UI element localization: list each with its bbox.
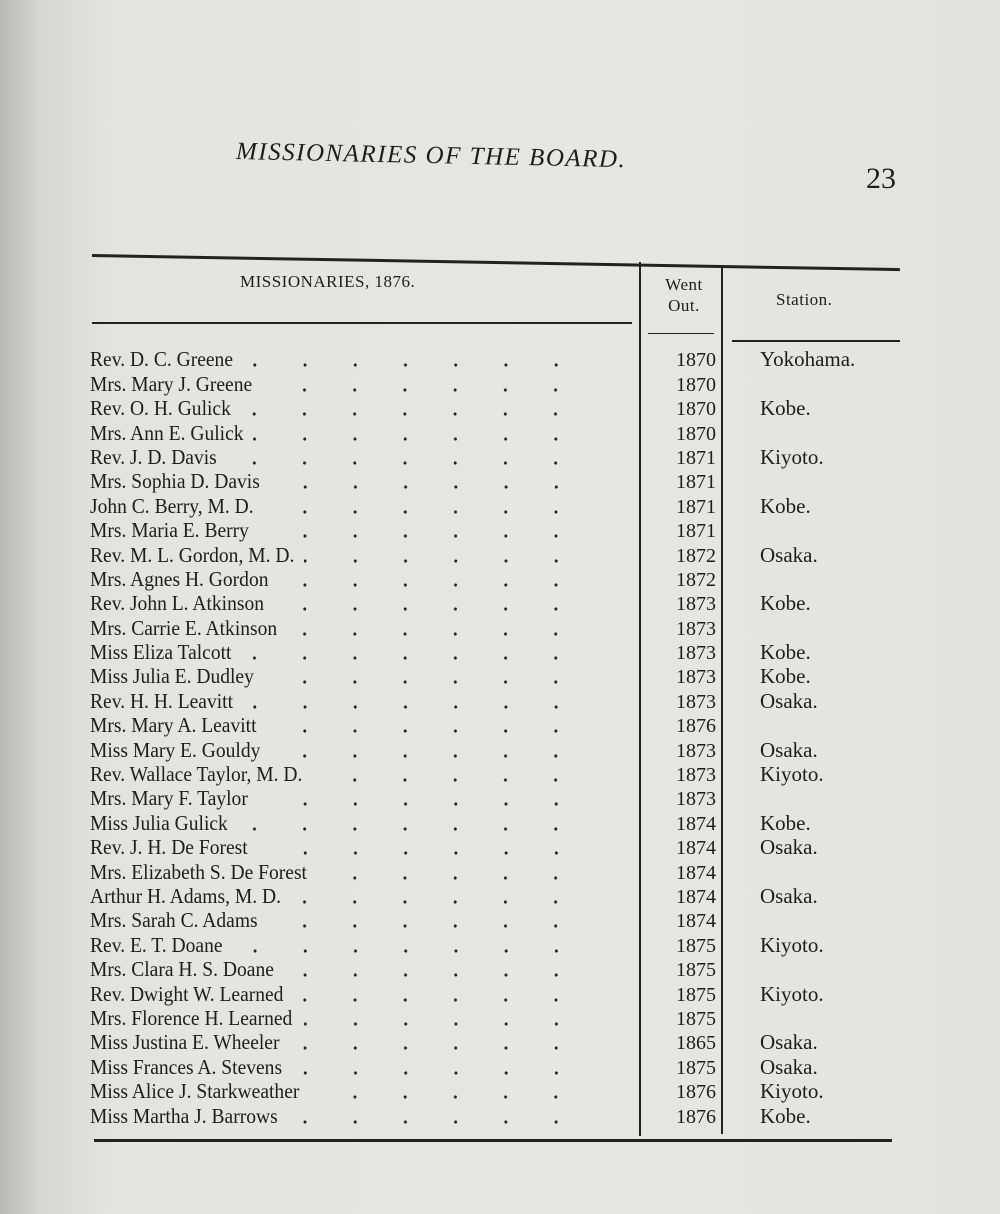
dot-leader [289,1045,581,1051]
missionary-name: Mrs. Florence H. Learned [90,1005,293,1030]
top-rule [92,254,900,271]
went-out-year: 1870 [676,422,716,445]
table-row [90,470,890,494]
missionary-name: Rev. J. D. Davis [90,444,217,469]
station: Yokohama. [760,347,856,372]
dot-leader [226,460,581,466]
station: Kobe. [760,1103,811,1128]
station: Osaka. [760,688,818,713]
went-out-year: 1870 [676,373,716,396]
table-row [90,811,890,835]
went-out-year: 1872 [676,568,716,591]
went-out-year: 1871 [676,446,716,469]
table-row [90,1104,890,1128]
name-cell [90,762,581,787]
station: Kobe. [760,591,811,616]
name-cell [90,445,581,470]
went-out-year: 1873 [676,788,716,811]
went-out-year: 1874 [676,837,716,860]
name-cell [90,640,581,665]
dot-leader [293,997,581,1003]
name-cell [90,518,581,543]
name-cell [90,957,581,982]
dot-leader [273,606,581,612]
name-cell [90,1006,581,1031]
name-cell [90,786,581,811]
dot-leader [312,777,581,783]
missionary-name: Rev. O. H. Gulick [90,396,231,421]
table-row [90,348,890,372]
dot-leader [257,801,581,807]
missionary-name: Mrs. Carrie E. Atkinson [90,615,278,640]
table-row [90,909,890,933]
missionary-name: Rev. John L. Atkinson [90,591,264,616]
missionary-name: Miss Justina E. Wheeler [90,1030,280,1055]
went-out-year: 1876 [676,715,716,738]
table-row [90,714,890,738]
name-cell [90,811,581,836]
dot-leader [241,655,581,661]
name-cell [90,543,581,568]
dot-leader [237,826,581,832]
dot-leader [257,850,581,856]
went-out-year: 1871 [676,471,716,494]
dot-leader [242,704,581,710]
station: Kiyoto. [760,444,824,469]
missionary-name: Miss Martha J. Barrows [90,1103,278,1128]
went-out-year: 1876 [676,1105,716,1128]
header-station: Station. [776,290,833,309]
went-out-year: 1875 [676,983,716,1006]
station: Osaka. [760,737,818,762]
went-out-year: 1875 [676,1056,716,1079]
station: Osaka. [760,835,818,860]
name-cell [90,469,581,494]
name-cell [90,738,581,763]
went-out-year: 1875 [676,1007,716,1030]
table-row [90,982,890,1006]
name-cell [90,1079,581,1104]
went-out-year: 1873 [676,642,716,665]
dot-leader [253,436,581,442]
station: Osaka. [760,1030,818,1055]
missionary-name: Rev. E. T. Doane [90,932,223,957]
missionary-name: Miss Julia E. Dudley [90,664,254,689]
station: Kobe. [760,664,811,689]
name-cell [90,1104,581,1129]
missionary-name: Rev. Wallace Taylor, M. D. [90,762,303,787]
name-cell [90,689,581,714]
table-row [90,372,890,396]
name-cell [90,347,581,372]
went-out-year: 1873 [676,764,716,787]
name-cell [90,933,581,958]
station: Kiyoto. [760,1079,824,1104]
table-row [90,397,890,421]
station: Kiyoto. [760,932,824,957]
station: Osaka. [760,1054,818,1079]
dot-leader [242,362,581,368]
table-row [90,738,890,762]
name-cell [90,884,581,909]
name-cell [90,396,581,421]
header-rule [732,340,900,342]
name-cell [90,591,581,616]
name-cell [90,494,581,519]
missionary-name: Mrs. Sophia D. Davis [90,469,260,494]
station: Kobe. [760,493,811,518]
went-out-year: 1875 [676,959,716,982]
table-row [90,519,890,543]
header-rule [648,333,714,334]
table-row [90,446,890,470]
went-out-year: 1872 [676,544,716,567]
missionary-name: Mrs. Mary A. Leavitt [90,713,257,738]
name-cell [90,908,581,933]
dot-leader [232,948,581,954]
missionary-name: Mrs. Maria E. Berry [90,518,249,543]
dot-leader [266,728,581,734]
dot-leader [283,972,581,978]
table-row [90,1080,890,1104]
station: Kiyoto. [760,981,824,1006]
station: Osaka. [760,542,818,567]
missionary-name: Rev. H. H. Leavitt [90,688,234,713]
table-row [90,860,890,884]
table-row [90,1031,890,1055]
page-number: 23 [866,162,896,195]
table-row [90,421,890,445]
missionary-name: Arthur H. Adams, M. D. [90,883,281,908]
missionary-name: Rev. D. C. Greene [90,347,234,372]
table-row [90,616,890,640]
dot-leader [302,1021,581,1027]
header-went-out: Went Out. [665,275,703,315]
went-out-year: 1870 [676,398,716,421]
went-out-year: 1874 [676,861,716,884]
missionary-name: Mrs. Agnes H. Gordon [90,566,269,591]
table-row [90,1055,890,1079]
table-row [90,568,890,592]
table-row [90,689,890,713]
name-cell [90,835,581,860]
table-row [90,543,890,567]
station: Kobe. [760,810,811,835]
name-cell [90,664,581,689]
dot-leader [278,582,581,588]
dot-leader [304,558,581,564]
table-row [90,592,890,616]
table-row [90,933,890,957]
missionary-name: Mrs. Clara H. S. Doane [90,957,274,982]
name-cell [90,1055,581,1080]
name-cell [90,713,581,738]
dot-leader [269,484,581,490]
went-out-year: 1873 [676,593,716,616]
name-cell [90,860,581,885]
went-out-year: 1873 [676,617,716,640]
missionary-name: John C. Berry, M. D. [90,493,254,518]
dot-leader [267,923,581,929]
page-title: MISSIONARIES OF THE BOARD. [235,138,627,174]
went-out-year: 1874 [676,910,716,933]
name-cell [90,982,581,1007]
dot-leader [287,1119,581,1125]
went-out-year: 1870 [676,349,716,372]
dot-leader [290,899,581,905]
dot-leader [258,533,581,539]
station: Kobe. [760,396,811,421]
dot-leader [263,509,581,515]
table-row [90,1007,890,1031]
dot-leader [270,753,581,759]
name-cell [90,372,581,397]
table-row [90,787,890,811]
missionary-name: Miss Frances A. Stevens [90,1054,283,1079]
table-row [90,665,890,689]
missionary-name: Miss Eliza Talcott [90,640,232,665]
station: Osaka. [760,883,818,908]
header-rule [92,322,632,324]
bottom-rule [94,1139,892,1142]
dot-leader [240,411,581,417]
table-row [90,836,890,860]
missionary-name: Mrs. Elizabeth S. De Forest [90,859,307,884]
went-out-year: 1874 [676,885,716,908]
went-out-year: 1865 [676,1032,716,1055]
went-out-year: 1873 [676,690,716,713]
dot-leader [263,679,581,685]
missionary-name: Miss Mary E. Gouldy [90,737,261,762]
missionary-name: Mrs. Sarah C. Adams [90,908,258,933]
table-row [90,958,890,982]
name-cell [90,421,581,446]
went-out-year: 1873 [676,739,716,762]
went-out-year: 1871 [676,495,716,518]
went-out-year: 1874 [676,812,716,835]
went-out-year: 1876 [676,1081,716,1104]
station: Kiyoto. [760,762,824,787]
name-cell [90,1030,581,1055]
dot-leader [309,1094,581,1100]
table-row [90,641,890,665]
missionary-name: Miss Julia Gulick [90,810,228,835]
missionary-name: Rev. Dwight W. Learned [90,981,284,1006]
missionary-name: Rev. J. H. De Forest [90,835,248,860]
name-cell [90,616,581,641]
missionary-name: Rev. M. L. Gordon, M. D. [90,542,295,567]
went-out-year: 1871 [676,520,716,543]
dot-leader [261,387,581,393]
missionary-name: Miss Alice J. Starkweather [90,1079,300,1104]
header-missionaries: MISSIONARIES, 1876. [240,272,416,291]
dot-leader [286,631,581,637]
dot-leader [316,875,581,881]
went-out-year: 1875 [676,934,716,957]
station: Kobe. [760,640,811,665]
name-cell [90,567,581,592]
missionaries-table [90,348,890,1129]
table-row [90,494,890,518]
went-out-year: 1873 [676,666,716,689]
dot-leader [291,1070,581,1076]
missionary-name: Mrs. Mary F. Taylor [90,786,248,811]
table-row [90,885,890,909]
table-row [90,763,890,787]
missionary-name: Mrs. Mary J. Greene [90,371,253,396]
missionary-name: Mrs. Ann E. Gulick [90,420,244,445]
